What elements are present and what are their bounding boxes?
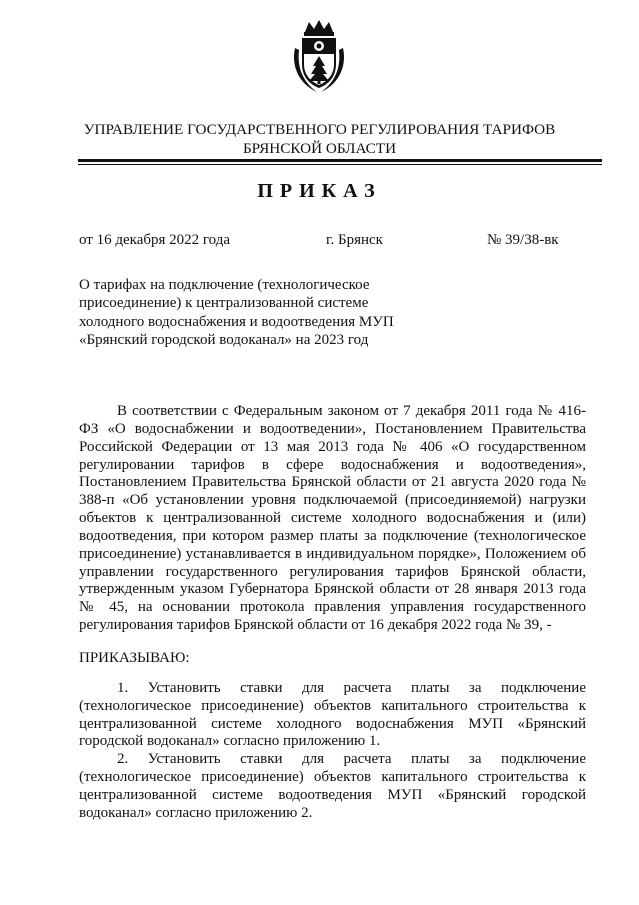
preamble-paragraph: В соответствии с Федеральным законом от 7 декабря 2011 года № 416-ФЗ «О водоснабжении и водоотведении», Постановлением Правительства Российской Федерации от 13 мая 2013 года № 406 «О государственном регулировании тарифов в сфере водоснабжения и водоотведения», Постановлением Правительства Брянской области от 21 августа 2020 года № 388-п «Об установлении уровня подключаемой (присоединяемой) нагрузки объектов к централизованной системе холодного водоснабжения и (или) водоотведения, при котором размер платы за подключение (технологическое присоединение) устанавливается в индивидуальном порядке», Положением об управлении государственного регулирования тарифов Брянской области, утвержденным указом Губернатора Брянской области от 28 января 2013 года № 45, на основании протокола правления управления государственного регулирования тарифов Брянской области от 16 декабря 2022 года № 39, - xyxy=(79,403,586,634)
issuing-authority xyxy=(60,120,579,158)
order-directive: ПРИКАЗЫВАЮ: xyxy=(79,650,190,666)
order-item: 2. Установить ставки для расчета платы за подключение (технологическое присоединение) объектов капитального строительства к централизованной системе водоотведения МУП «Брянский городской водоканал» согласно приложению 2. xyxy=(79,751,586,821)
header-divider-thick xyxy=(78,159,602,162)
coat-of-arms-icon xyxy=(287,18,351,98)
authority-line-1: УПРАВЛЕНИЕ ГОСУДАРСТВЕННОГО РЕГУЛИРОВАНИЯ ТАРИФОВ xyxy=(83,121,556,138)
document-city: г. Брянск xyxy=(326,232,383,248)
subject-line: присоединение) к централизованной системе xyxy=(79,295,369,312)
subject-line: холодного водоснабжения и водоотведения МУП xyxy=(79,313,394,330)
document-number: № 39/38-вк xyxy=(487,232,559,248)
header-divider-thin xyxy=(78,164,602,165)
subject-line: О тарифах на подключение (технологическое xyxy=(79,277,370,293)
order-items xyxy=(79,680,586,822)
subject-line: «Брянский городской водоканал» на 2023 год xyxy=(79,332,369,349)
document-title: ПРИКАЗ xyxy=(257,180,382,202)
document-subject xyxy=(79,276,419,350)
order-item: 1. Установить ставки для расчета платы за подключение (технологическое присоединение) объектов капитального строительства к централизованной системе холодного водоснабжения МУП «Брянский городской водоканал» согласно приложению 1. xyxy=(79,680,586,750)
document-date: от 16 декабря 2022 года xyxy=(79,232,231,248)
authority-line-2: БРЯНСКОЙ ОБЛАСТИ xyxy=(242,140,397,157)
